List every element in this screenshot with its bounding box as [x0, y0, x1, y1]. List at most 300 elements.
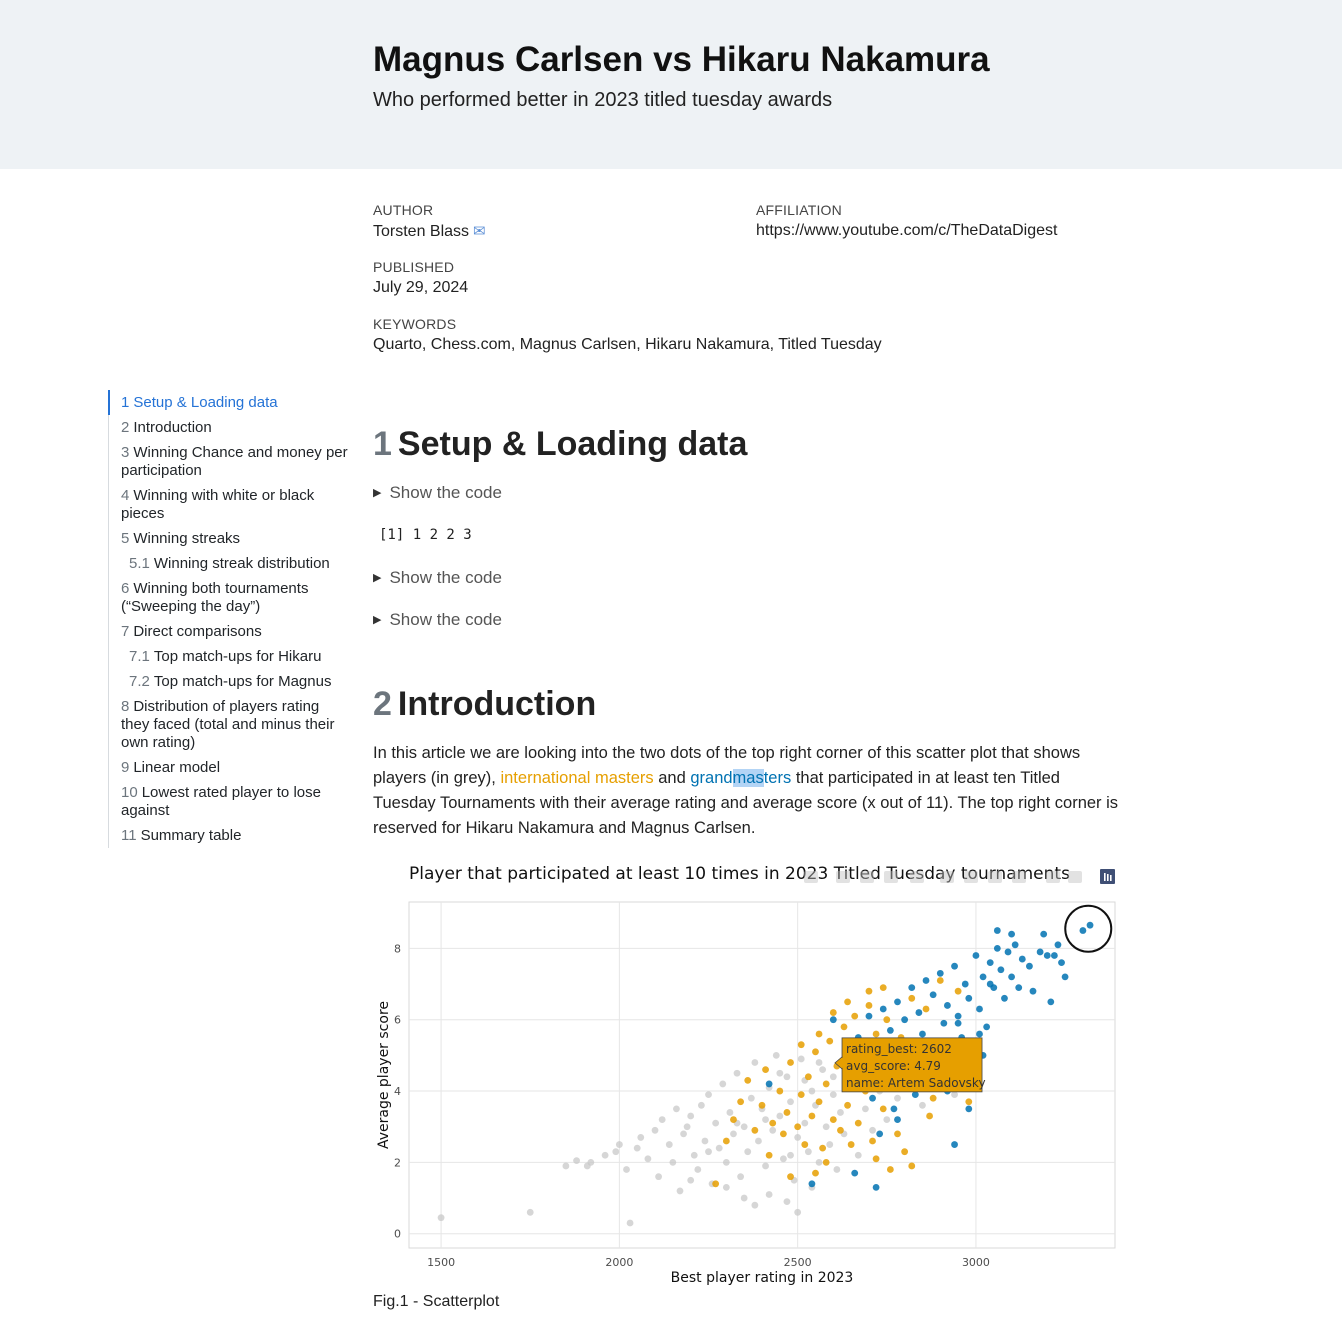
players-point[interactable]: [766, 1191, 773, 1198]
gm-point[interactable]: [940, 1020, 947, 1027]
gm-point[interactable]: [955, 1020, 962, 1027]
modebar-button-icon[interactable]: [1068, 871, 1082, 883]
im-point[interactable]: [873, 1155, 880, 1162]
international-masters-link[interactable]: international masters: [500, 769, 654, 787]
im-point[interactable]: [830, 1009, 837, 1016]
scatter-plot: [373, 855, 1133, 1290]
toc-item-label: Summary table: [140, 827, 242, 844]
im-point[interactable]: [844, 1102, 851, 1109]
im-point[interactable]: [830, 1116, 837, 1123]
intro-text: In this article we are looking into the two dots of the top right corner of this scatter plot that shows players (in grey),: [373, 744, 1081, 787]
modebar-button-icon[interactable]: [860, 871, 874, 883]
gm-point[interactable]: [976, 1031, 983, 1038]
im-point[interactable]: [866, 1002, 873, 1009]
toc-item-label: Lowest rated player to lose against: [121, 784, 321, 819]
players-point[interactable]: [719, 1081, 726, 1088]
section-number: 1: [373, 425, 392, 463]
mail-icon[interactable]: ✉: [473, 223, 486, 240]
gm-point[interactable]: [994, 945, 1001, 952]
tooltip-line: avg_score: 4.79: [846, 1058, 941, 1073]
gm-point[interactable]: [1005, 949, 1012, 956]
players-point[interactable]: [723, 1184, 730, 1191]
toc-item-label: Distribution of players rating they faced (total and minus their own rating): [121, 698, 335, 751]
players-point[interactable]: [744, 1148, 751, 1155]
im-point[interactable]: [769, 1120, 776, 1127]
intro-text: that participated in at least ten Titled Tuesday Tournaments with their average rating and average score (x out of 11). The top right corner is reserved for Hikaru Nakamura and Magnus Carlsen.: [373, 769, 1119, 837]
disclosure-triangle-icon: ▶: [373, 572, 382, 584]
published-label: PUBLISHED: [373, 259, 455, 275]
y-tick-label: 2: [394, 1156, 401, 1170]
toc-item-number: 7.2: [129, 673, 150, 690]
players-point[interactable]: [666, 1141, 673, 1148]
im-point[interactable]: [712, 1180, 719, 1187]
gm-point[interactable]: [1055, 941, 1062, 948]
toc-item-label: Top match-ups for Magnus: [153, 673, 332, 690]
im-point[interactable]: [873, 1031, 880, 1038]
players-point[interactable]: [652, 1127, 659, 1134]
gm-point[interactable]: [997, 966, 1004, 973]
players-point[interactable]: [691, 1152, 698, 1159]
players-point[interactable]: [616, 1141, 623, 1148]
x-axis-label: Best player rating in 2023: [670, 1270, 854, 1286]
gm-point[interactable]: [951, 1141, 958, 1148]
x-tick-label: 2000: [605, 1256, 634, 1269]
toc-item-5[interactable]: [109, 526, 349, 551]
players-point[interactable]: [705, 1148, 712, 1155]
gm-point[interactable]: [1008, 974, 1015, 981]
toc-item-number: 11: [121, 827, 137, 844]
players-point[interactable]: [755, 1138, 762, 1145]
gm-point[interactable]: [1040, 931, 1047, 938]
im-point[interactable]: [880, 984, 887, 991]
show-code-label: Show the code: [389, 483, 502, 502]
players-point[interactable]: [798, 1056, 805, 1063]
toc-item-label: Winning streaks: [133, 530, 241, 547]
gm-point[interactable]: [880, 1006, 887, 1013]
im-point[interactable]: [848, 1141, 855, 1148]
im-point[interactable]: [826, 1038, 833, 1045]
modebar-button-icon[interactable]: [1046, 871, 1060, 883]
im-point[interactable]: [908, 1163, 915, 1170]
tooltip-line: rating_best: 2602: [846, 1041, 952, 1056]
toc-item-number: 8: [121, 698, 130, 715]
toc-item-2[interactable]: [109, 415, 349, 440]
gm-point[interactable]: [1019, 956, 1026, 963]
toc-item-9[interactable]: [109, 755, 349, 780]
gm-point[interactable]: [866, 1013, 873, 1020]
im-point[interactable]: [737, 1098, 744, 1105]
im-point[interactable]: [901, 1148, 908, 1155]
players-point[interactable]: [634, 1145, 641, 1152]
author-label: AUTHOR: [373, 202, 434, 218]
toc-item-number: 4: [121, 487, 130, 504]
page-subtitle: Who performed better in 2023 titled tuesday awards: [373, 89, 833, 111]
modebar-button-icon[interactable]: [988, 871, 1002, 883]
gm-point[interactable]: [930, 991, 937, 998]
im-point[interactable]: [751, 1127, 758, 1134]
author-name: Torsten Blass: [373, 223, 470, 240]
im-point[interactable]: [744, 1077, 751, 1084]
players-point[interactable]: [830, 1073, 837, 1080]
figure-caption: Fig.1 - Scatterplot: [373, 1293, 500, 1310]
im-point[interactable]: [812, 1170, 819, 1177]
im-point[interactable]: [844, 998, 851, 1005]
toc-item-number: 5.1: [129, 555, 150, 572]
players-point[interactable]: [823, 1123, 830, 1130]
gm-point[interactable]: [1058, 959, 1065, 966]
disclosure-triangle-icon: ▶: [373, 487, 382, 499]
grandmasters-link[interactable]: grandmasters: [690, 769, 792, 787]
players-point[interactable]: [702, 1138, 709, 1145]
players-point[interactable]: [677, 1188, 684, 1195]
gm-point[interactable]: [894, 1116, 901, 1123]
im-point[interactable]: [923, 1006, 930, 1013]
players-point[interactable]: [627, 1220, 634, 1227]
gm-point[interactable]: [869, 1095, 876, 1102]
y-tick-label: 0: [394, 1227, 401, 1241]
players-point[interactable]: [659, 1116, 666, 1123]
im-point[interactable]: [780, 1130, 787, 1137]
gm-point[interactable]: [955, 1013, 962, 1020]
show-code-label: Show the code: [389, 610, 502, 629]
keywords-value: Quarto, Chess.com, Magnus Carlsen, Hikaru Nakamura, Titled Tuesday: [373, 336, 882, 353]
disclosure-triangle-icon: ▶: [373, 614, 382, 626]
players-point[interactable]: [794, 1209, 801, 1216]
players-point[interactable]: [562, 1163, 569, 1170]
toc-item-number: 3: [121, 444, 130, 461]
affiliation-value[interactable]: https://www.youtube.com/c/TheDataDigest: [756, 222, 1058, 239]
players-point[interactable]: [837, 1109, 844, 1116]
players-point[interactable]: [816, 1159, 823, 1166]
toc-item-7[interactable]: [109, 619, 349, 644]
players-point[interactable]: [716, 1145, 723, 1152]
gm-point[interactable]: [1001, 995, 1008, 1002]
players-point[interactable]: [784, 1073, 791, 1080]
gm-point[interactable]: [994, 927, 1001, 934]
players-point[interactable]: [655, 1173, 662, 1180]
toc-item-label: Winning both tournaments (“Sweeping the day”): [121, 580, 309, 615]
im-point[interactable]: [805, 1073, 812, 1080]
gm-point[interactable]: [1062, 974, 1069, 981]
players-point[interactable]: [669, 1159, 676, 1166]
players-point[interactable]: [741, 1195, 748, 1202]
gm-point[interactable]: [887, 1027, 894, 1034]
gm-point[interactable]: [908, 984, 915, 991]
section-number: 2: [373, 685, 392, 723]
players-point[interactable]: [784, 1198, 791, 1205]
players-point[interactable]: [723, 1159, 730, 1166]
gm-point[interactable]: [937, 970, 944, 977]
im-point[interactable]: [930, 1095, 937, 1102]
gm-point[interactable]: [891, 1105, 898, 1112]
section-heading-introduction: [373, 685, 596, 724]
im-point[interactable]: [723, 1138, 730, 1145]
x-tick-label: 2500: [783, 1256, 812, 1269]
im-point[interactable]: [819, 1145, 826, 1152]
players-point[interactable]: [737, 1173, 744, 1180]
im-point[interactable]: [816, 1031, 823, 1038]
players-point[interactable]: [919, 1102, 926, 1109]
modebar-button-icon[interactable]: [940, 871, 954, 883]
im-point[interactable]: [926, 1113, 933, 1120]
gm-point[interactable]: [1026, 963, 1033, 970]
im-point[interactable]: [794, 1123, 801, 1130]
players-point[interactable]: [573, 1157, 580, 1164]
toc-item-number: 7: [121, 623, 130, 640]
page-title: Magnus Carlsen vs Hikaru Nakamura: [373, 40, 990, 79]
gm-point[interactable]: [919, 1031, 926, 1038]
im-point[interactable]: [823, 1159, 830, 1166]
plotly-logo-bar-icon: [1107, 874, 1109, 881]
modebar-button-icon[interactable]: [804, 871, 818, 883]
im-point[interactable]: [730, 1116, 737, 1123]
toc-item-11[interactable]: [109, 823, 349, 848]
gm-point[interactable]: [1015, 984, 1022, 991]
show-code-toggle[interactable]: [373, 568, 502, 588]
players-point[interactable]: [787, 1152, 794, 1159]
players-point[interactable]: [612, 1148, 619, 1155]
gm-point[interactable]: [851, 1170, 858, 1177]
players-point[interactable]: [705, 1091, 712, 1098]
im-point[interactable]: [908, 995, 915, 1002]
gm-point[interactable]: [944, 1002, 951, 1009]
toc-item-label: Winning Chance and money per participation: [121, 444, 348, 479]
intro-paragraph: [373, 741, 1123, 841]
toc-item-5-1[interactable]: [109, 551, 349, 576]
players-point[interactable]: [623, 1166, 630, 1173]
im-point[interactable]: [937, 977, 944, 984]
players-point[interactable]: [819, 1066, 826, 1073]
modebar-button-icon[interactable]: [884, 871, 898, 883]
author-value: [373, 222, 486, 241]
gm-point[interactable]: [923, 977, 930, 984]
gm-point[interactable]: [983, 1023, 990, 1030]
players-point[interactable]: [727, 1109, 734, 1116]
im-point[interactable]: [787, 1173, 794, 1180]
toc-item-number: 10: [121, 784, 138, 801]
plotly-logo-bar-icon: [1104, 873, 1106, 881]
toc-item-number: 1: [121, 394, 130, 411]
gm-point[interactable]: [987, 959, 994, 966]
gm-point[interactable]: [951, 963, 958, 970]
gm-point[interactable]: [901, 1016, 908, 1023]
im-point[interactable]: [869, 1138, 876, 1145]
players-point[interactable]: [776, 1070, 783, 1077]
gm-point[interactable]: [1087, 922, 1094, 929]
gm-point[interactable]: [965, 995, 972, 1002]
toc-item-3[interactable]: [109, 440, 349, 483]
players-point[interactable]: [816, 1059, 823, 1066]
players-point[interactable]: [809, 1088, 816, 1095]
gm-point[interactable]: [976, 1006, 983, 1013]
players-point[interactable]: [741, 1123, 748, 1130]
players-point[interactable]: [602, 1152, 609, 1159]
im-point[interactable]: [851, 1013, 858, 1020]
gm-point[interactable]: [962, 981, 969, 988]
section-title: Introduction: [397, 685, 597, 723]
players-point[interactable]: [830, 1091, 837, 1098]
players-point[interactable]: [587, 1159, 594, 1166]
toc-item-label: Top match-ups for Hikaru: [153, 648, 322, 665]
toc-item-label: Linear model: [133, 759, 221, 776]
toc-item-7-1[interactable]: [109, 644, 349, 669]
players-point[interactable]: [833, 1166, 840, 1173]
section-title: Setup & Loading data: [397, 425, 748, 463]
im-point[interactable]: [955, 988, 962, 995]
gm-point[interactable]: [915, 1009, 922, 1016]
y-tick-label: 4: [394, 1085, 401, 1099]
players-point[interactable]: [673, 1105, 680, 1112]
gm-point[interactable]: [809, 1180, 816, 1187]
toc-item-4[interactable]: [109, 483, 349, 526]
players-point[interactable]: [883, 1116, 890, 1123]
gm-point[interactable]: [1012, 941, 1019, 948]
y-axis-label: Average player score: [376, 1000, 392, 1150]
players-point[interactable]: [773, 1052, 780, 1059]
keywords-label: KEYWORDS: [373, 316, 457, 332]
players-point[interactable]: [438, 1214, 445, 1221]
players-point[interactable]: [780, 1155, 787, 1162]
gm-point[interactable]: [980, 974, 987, 981]
code-output: [1] 1 2 2 3: [379, 527, 472, 543]
players-point[interactable]: [776, 1113, 783, 1120]
toc-item-label: Setup & Loading data: [133, 394, 278, 411]
players-point[interactable]: [894, 1095, 901, 1102]
modebar-button-icon[interactable]: [836, 871, 850, 883]
gm-point[interactable]: [1030, 988, 1037, 995]
im-point[interactable]: [841, 1023, 848, 1030]
gm-point[interactable]: [1080, 927, 1087, 934]
players-point[interactable]: [694, 1166, 701, 1173]
players-point[interactable]: [855, 1152, 862, 1159]
toc-item-number: 7.1: [129, 648, 150, 665]
im-point[interactable]: [798, 1091, 805, 1098]
players-point[interactable]: [751, 1059, 758, 1066]
show-code-toggle[interactable]: [373, 610, 502, 630]
im-point[interactable]: [798, 1041, 805, 1048]
im-point[interactable]: [801, 1141, 808, 1148]
published-date: July 29, 2024: [373, 279, 469, 296]
chart-title: Player that participated at least 10 times in 2023 Titled Tuesday tournaments: [409, 864, 1070, 884]
toc-item-1[interactable]: [108, 390, 349, 415]
players-point[interactable]: [680, 1130, 687, 1137]
gm-point[interactable]: [1044, 952, 1051, 959]
players-point[interactable]: [684, 1123, 691, 1130]
players-point[interactable]: [527, 1209, 534, 1216]
im-point[interactable]: [866, 988, 873, 995]
im-point[interactable]: [784, 1109, 791, 1116]
players-point[interactable]: [801, 1120, 808, 1127]
gm-point[interactable]: [876, 1130, 883, 1137]
players-point[interactable]: [637, 1134, 644, 1141]
im-point[interactable]: [766, 1152, 773, 1159]
im-point[interactable]: [855, 1120, 862, 1127]
toc-item-label: Winning with white or black pieces: [121, 487, 315, 522]
players-point[interactable]: [687, 1113, 694, 1120]
im-point[interactable]: [880, 1105, 887, 1112]
show-code-toggle[interactable]: [373, 483, 502, 503]
players-point[interactable]: [787, 1098, 794, 1105]
gm-point[interactable]: [766, 1081, 773, 1088]
players-point[interactable]: [869, 1127, 876, 1134]
im-point[interactable]: [837, 1127, 844, 1134]
players-point[interactable]: [794, 1134, 801, 1141]
im-point[interactable]: [812, 1048, 819, 1055]
gm-point[interactable]: [873, 1184, 880, 1191]
im-point[interactable]: [762, 1066, 769, 1073]
gm-point[interactable]: [1008, 931, 1015, 938]
players-point[interactable]: [751, 1202, 758, 1209]
toc-item-number: 9: [121, 759, 130, 776]
y-tick-label: 6: [394, 1013, 401, 1027]
im-point[interactable]: [823, 1081, 830, 1088]
toc-item-number: 6: [121, 580, 130, 597]
players-point[interactable]: [762, 1116, 769, 1123]
toc-item-number: 2: [121, 419, 130, 436]
players-point[interactable]: [687, 1177, 694, 1184]
toc-item-label: Winning streak distribution: [153, 555, 330, 572]
gm-point[interactable]: [987, 981, 994, 988]
gm-point[interactable]: [1051, 952, 1058, 959]
im-point[interactable]: [883, 1016, 890, 1023]
x-tick-label: 1500: [427, 1256, 456, 1269]
section-heading-setup: [373, 425, 747, 464]
players-point[interactable]: [826, 1141, 833, 1148]
affiliation-label: AFFILIATION: [756, 202, 842, 218]
toc-item-8[interactable]: [109, 694, 349, 755]
im-point[interactable]: [894, 1130, 901, 1137]
players-point[interactable]: [734, 1070, 741, 1077]
players-point[interactable]: [748, 1095, 755, 1102]
players-point[interactable]: [712, 1120, 719, 1127]
gm-point[interactable]: [1037, 949, 1044, 956]
players-point[interactable]: [698, 1102, 705, 1109]
im-point[interactable]: [816, 1098, 823, 1105]
toc-item-7-2[interactable]: [109, 669, 349, 694]
modebar-button-icon[interactable]: [964, 871, 978, 883]
modebar-button-icon[interactable]: [910, 871, 924, 883]
toc-item-10[interactable]: [109, 780, 349, 823]
gm-point[interactable]: [965, 1105, 972, 1112]
toc-item-number: 5: [121, 530, 130, 547]
im-point[interactable]: [809, 1113, 816, 1120]
players-point[interactable]: [644, 1155, 651, 1162]
title-banner: [0, 0, 1342, 169]
im-point[interactable]: [759, 1102, 766, 1109]
gm-point[interactable]: [973, 952, 980, 959]
y-tick-label: 8: [394, 942, 401, 956]
gm-point[interactable]: [894, 998, 901, 1005]
im-point[interactable]: [965, 1098, 972, 1105]
modebar-button-icon[interactable]: [1012, 871, 1026, 883]
players-point[interactable]: [730, 1130, 737, 1137]
players-point[interactable]: [805, 1148, 812, 1155]
gm-point[interactable]: [1047, 998, 1054, 1005]
toc-item-6[interactable]: [109, 576, 349, 619]
players-point[interactable]: [862, 1105, 869, 1112]
gm-point[interactable]: [830, 1016, 837, 1023]
im-point[interactable]: [887, 1166, 894, 1173]
toc-item-label: Introduction: [133, 419, 212, 436]
players-point[interactable]: [762, 1163, 769, 1170]
players-point[interactable]: [769, 1127, 776, 1134]
table-of-contents: [108, 390, 349, 848]
im-point[interactable]: [776, 1088, 783, 1095]
plotly-logo-bar-icon: [1110, 875, 1112, 881]
x-tick-label: 3000: [961, 1256, 990, 1269]
tooltip-line: name: Artem Sadovsky: [846, 1075, 986, 1090]
im-point[interactable]: [787, 1059, 794, 1066]
